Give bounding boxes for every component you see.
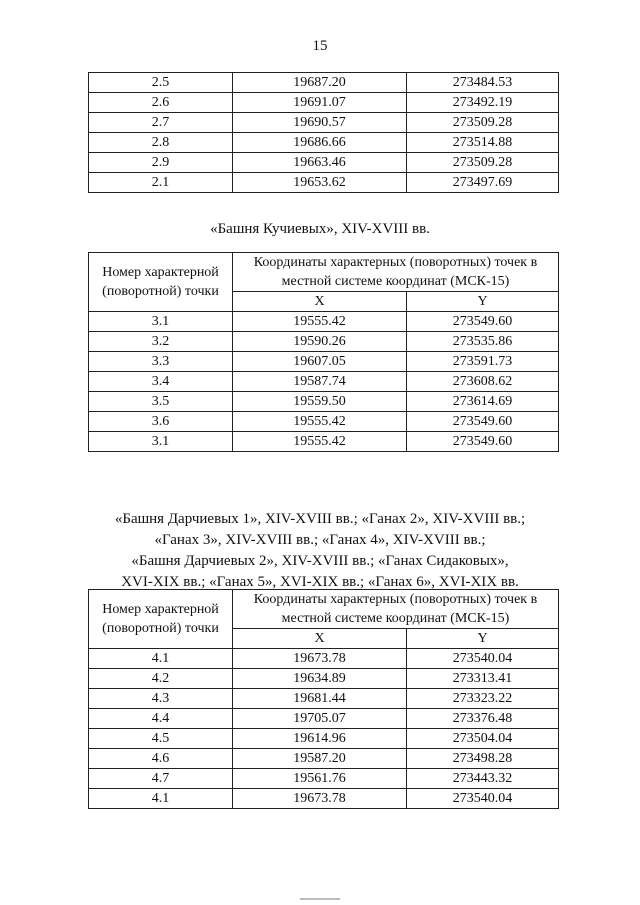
x-coordinate-cell: 19663.46	[233, 153, 407, 173]
point-number-cell: 3.1	[89, 432, 233, 452]
table-row	[89, 113, 559, 133]
x-coordinate-cell: 19673.78	[233, 649, 407, 669]
table-row	[89, 312, 559, 332]
table-row	[89, 372, 559, 392]
object-caption-group	[0, 509, 640, 593]
x-coordinate-cell: 19607.05	[233, 352, 407, 372]
point-number-cell: 2.5	[89, 73, 233, 93]
y-coordinate-cell: 273549.60	[407, 312, 559, 332]
caption-line: «Ганах 3», XIV-XVIII вв.; «Ганах 4», XIV-XVIII вв.;	[154, 532, 486, 548]
y-coordinate-cell: 273540.04	[407, 789, 559, 809]
y-coordinate-cell: 273504.04	[407, 729, 559, 749]
table-row	[89, 133, 559, 153]
point-number-cell: 4.5	[89, 729, 233, 749]
table-row	[89, 749, 559, 769]
y-coordinate-cell: 273313.41	[407, 669, 559, 689]
y-coordinate-cell: 273608.62	[407, 372, 559, 392]
y-coordinate-cell: 273443.32	[407, 769, 559, 789]
x-coordinate-cell: 19705.07	[233, 709, 407, 729]
table-row	[89, 789, 559, 809]
header-x: X	[233, 292, 407, 312]
point-number-cell: 2.1	[89, 173, 233, 193]
x-coordinate-cell: 19559.50	[233, 392, 407, 412]
table-row	[89, 412, 559, 432]
y-coordinate-cell: 273514.88	[407, 133, 559, 153]
x-coordinate-cell: 19634.89	[233, 669, 407, 689]
header-coordinates: Координаты характерных (поворотных) точек в местной системе координат (МСК-15)	[233, 253, 559, 292]
point-number-cell: 4.3	[89, 689, 233, 709]
point-number-cell: 2.9	[89, 153, 233, 173]
point-number-cell: 4.1	[89, 649, 233, 669]
x-coordinate-cell: 19555.42	[233, 432, 407, 452]
header-point-number: Номер характерной (поворотной) точки	[89, 253, 233, 312]
point-number-cell: 2.8	[89, 133, 233, 153]
y-coordinate-cell: 273549.60	[407, 432, 559, 452]
y-coordinate-cell: 273535.86	[407, 332, 559, 352]
header-point-number: Номер характерной (поворотной) точки	[89, 590, 233, 649]
point-number-cell: 3.6	[89, 412, 233, 432]
x-coordinate-cell: 19673.78	[233, 789, 407, 809]
point-number-cell: 3.3	[89, 352, 233, 372]
table-row	[89, 649, 559, 669]
point-number-cell: 3.4	[89, 372, 233, 392]
y-coordinate-cell: 273498.28	[407, 749, 559, 769]
point-number-cell: 3.1	[89, 312, 233, 332]
x-coordinate-cell: 19614.96	[233, 729, 407, 749]
point-number-cell: 3.5	[89, 392, 233, 412]
table-row	[89, 73, 559, 93]
x-coordinate-cell: 19587.20	[233, 749, 407, 769]
point-number-cell: 4.2	[89, 669, 233, 689]
x-coordinate-cell: 19590.26	[233, 332, 407, 352]
coordinates-table-continued	[88, 72, 559, 193]
scan-artifact	[300, 898, 340, 900]
point-number-cell: 4.7	[89, 769, 233, 789]
y-coordinate-cell: 273497.69	[407, 173, 559, 193]
y-coordinate-cell: 273540.04	[407, 649, 559, 669]
x-coordinate-cell: 19690.57	[233, 113, 407, 133]
header-x: X	[233, 629, 407, 649]
point-number-cell: 4.6	[89, 749, 233, 769]
table-row	[89, 352, 559, 372]
y-coordinate-cell: 273591.73	[407, 352, 559, 372]
table-row	[89, 432, 559, 452]
x-coordinate-cell: 19681.44	[233, 689, 407, 709]
y-coordinate-cell: 273614.69	[407, 392, 559, 412]
table-row	[89, 669, 559, 689]
table-row	[89, 153, 559, 173]
object-caption-kuchievykh: «Башня Кучиевых», XIV-XVIII вв.	[210, 221, 430, 237]
y-coordinate-cell: 273549.60	[407, 412, 559, 432]
table-row	[89, 93, 559, 113]
table-row	[89, 689, 559, 709]
caption-line: «Башня Дарчиевых 2», XIV-XVIII вв.; «Ганах Сидаковых»,	[131, 553, 509, 569]
point-number-cell: 4.4	[89, 709, 233, 729]
table-row	[89, 729, 559, 749]
y-coordinate-cell: 273509.28	[407, 113, 559, 133]
page-number: 15	[312, 38, 328, 54]
coordinates-table-group	[88, 589, 559, 809]
header-coordinates: Координаты характерных (поворотных) точек в местной системе координат (МСК-15)	[233, 590, 559, 629]
x-coordinate-cell: 19555.42	[233, 312, 407, 332]
point-number-cell: 3.2	[89, 332, 233, 352]
x-coordinate-cell: 19561.76	[233, 769, 407, 789]
table1-body	[89, 73, 559, 193]
x-coordinate-cell: 19687.20	[233, 73, 407, 93]
coordinates-table-kuchievykh	[88, 252, 559, 452]
table-row	[89, 332, 559, 352]
x-coordinate-cell: 19686.66	[233, 133, 407, 153]
y-coordinate-cell: 273509.28	[407, 153, 559, 173]
caption-line: «Башня Дарчиевых 1», XIV-XVIII вв.; «Ганах 2», XIV-XVIII вв.;	[114, 511, 526, 527]
caption-line: XVI-XIX вв.; «Ганах 5», XVI-XIX вв.; «Ганах 6», XVI-XIX вв.	[121, 574, 519, 590]
table3-body	[89, 649, 559, 809]
point-number-cell: 2.7	[89, 113, 233, 133]
header-y: Y	[407, 629, 559, 649]
y-coordinate-cell: 273323.22	[407, 689, 559, 709]
x-coordinate-cell: 19691.07	[233, 93, 407, 113]
header-y: Y	[407, 292, 559, 312]
point-number-cell: 4.1	[89, 789, 233, 809]
y-coordinate-cell: 273492.19	[407, 93, 559, 113]
table2-body	[89, 312, 559, 452]
table-row	[89, 769, 559, 789]
x-coordinate-cell: 19653.62	[233, 173, 407, 193]
point-number-cell: 2.6	[89, 93, 233, 113]
x-coordinate-cell: 19555.42	[233, 412, 407, 432]
table-row	[89, 392, 559, 412]
table-row	[89, 173, 559, 193]
table-row	[89, 709, 559, 729]
x-coordinate-cell: 19587.74	[233, 372, 407, 392]
y-coordinate-cell: 273376.48	[407, 709, 559, 729]
y-coordinate-cell: 273484.53	[407, 73, 559, 93]
